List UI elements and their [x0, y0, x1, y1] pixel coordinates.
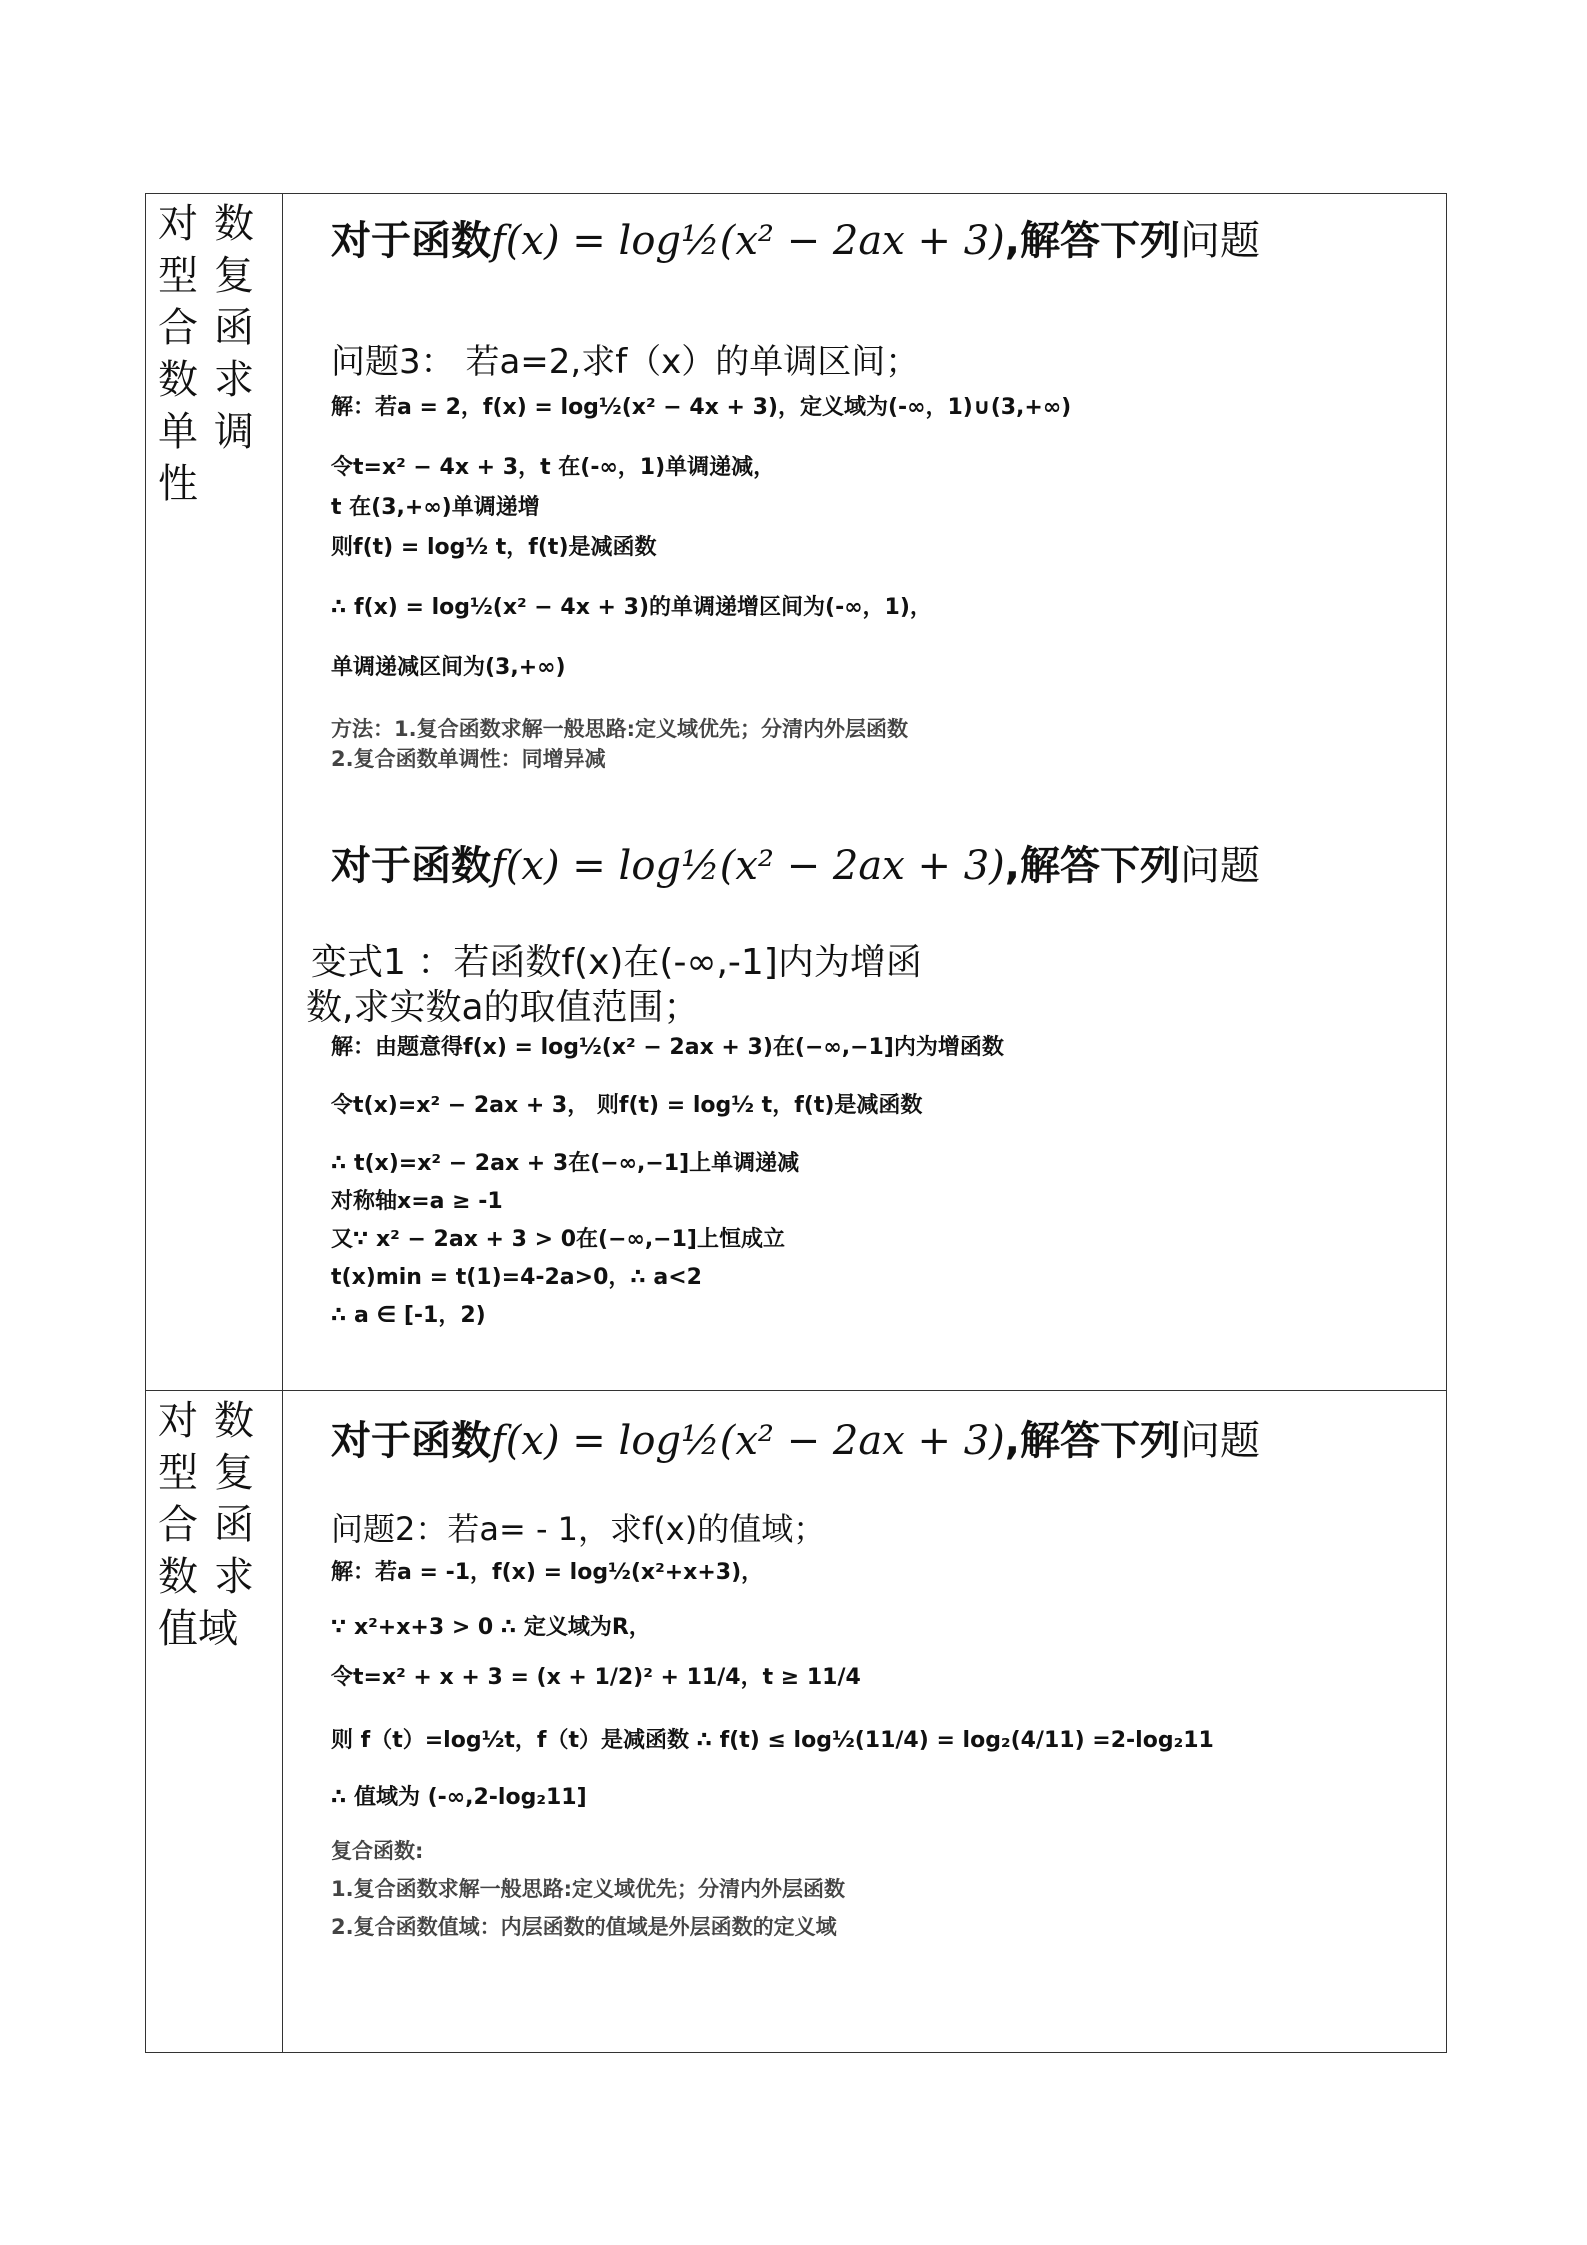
- title-suffix-bold: ,解答下列: [1004, 843, 1180, 889]
- row-divider: [146, 1390, 1446, 1391]
- question-3: 问题3： 若a=2,求f（x）的单调区间；: [331, 342, 920, 382]
- row2-topic-label: [158, 1395, 270, 1655]
- label-char: 数: [158, 357, 198, 403]
- solution-2-line: ∵ x²+x+3 > 0 ∴ 定义域为R，: [331, 1615, 651, 1640]
- variant-solution-line: ∴ t(x)=x² − 2ax + 3在(−∞,−1]上单调递减: [331, 1151, 800, 1176]
- label-char: 求: [214, 357, 254, 403]
- solution-2-line: ∴ 值域为 (-∞,2-log₂11]: [331, 1785, 587, 1810]
- label-char: 合: [158, 305, 198, 351]
- label-char: 型: [158, 253, 198, 299]
- label-char: 单: [158, 409, 198, 455]
- solution-3-line: 解：若a = 2，f(x) = log½(x² − 4x + 3)，定义域为(-∞，1)∪(3,+∞): [331, 395, 1072, 420]
- label-char: 对: [158, 201, 198, 247]
- variant-solution-line: 解：由题意得f(x) = log½(x² − 2ax + 3)在(−∞,−1]内为增函数: [331, 1035, 1004, 1060]
- title-formula: f(x) = log½(x² − 2ax + 3): [491, 218, 1005, 264]
- solution-3-line: 单调递减区间为(3,+∞): [331, 655, 566, 680]
- solution-3-line: 则f(t) = log½ t，f(t)是减函数: [331, 535, 657, 560]
- content-table: [145, 193, 1447, 2053]
- column-divider: [282, 194, 283, 2052]
- label-char: 函: [214, 1502, 254, 1548]
- label-char: 数: [214, 201, 254, 247]
- title-suffix-bold: ,解答下列: [1004, 1418, 1180, 1464]
- variant-solution-line: 又∵ x² − 2ax + 3 > 0在(−∞,−1]上恒成立: [331, 1227, 785, 1252]
- label-char: 合: [158, 1502, 198, 1548]
- title-suffix: 问题: [1179, 218, 1260, 264]
- label-char: 对: [158, 1398, 198, 1444]
- title-block-1: [331, 209, 1260, 266]
- label-char: 数: [158, 1554, 198, 1600]
- label-char: 复: [214, 253, 254, 299]
- summary-note: 复合函数:: [331, 1839, 424, 1863]
- title-block-3: [331, 1409, 1260, 1466]
- variant-solution-line: 令t(x)=x² − 2ax + 3， 则f(t) = log½ t，f(t)是减函数: [331, 1093, 923, 1118]
- variant-1-line: 变式1 ：若函数f(x)在(-∞,-1]内为增函: [311, 942, 922, 983]
- label-char: 性: [158, 461, 198, 507]
- label-char: [214, 458, 270, 510]
- summary-note: 2.复合函数值域：内层函数的值域是外层函数的定义域: [331, 1915, 837, 1939]
- label-char: 求: [214, 1554, 254, 1600]
- solution-3-line: t 在(3,+∞)单调递增: [331, 495, 540, 520]
- label-char: [214, 1603, 270, 1655]
- title-formula: f(x) = log½(x² − 2ax + 3): [491, 843, 1005, 889]
- label-char: 函: [214, 305, 254, 351]
- variant-solution-line: ∴ a ∈ [-1，2): [331, 1303, 486, 1328]
- title-block-2: [331, 834, 1260, 891]
- title-prefix: 对于函数: [331, 218, 491, 264]
- variant-solution-line: 对称轴x=a ≥ -1: [331, 1189, 503, 1214]
- title-suffix: 问题: [1179, 1418, 1260, 1464]
- solution-3-line: ∴ f(x) = log½(x² − 4x + 3)的单调递增区间为(-∞，1)，: [331, 595, 932, 620]
- label-char: 型: [158, 1450, 198, 1496]
- variant-solution-line: t(x)min = t(1)=4-2a>0，∴ a<2: [331, 1265, 702, 1290]
- method-note: 方法：1.复合函数求解一般思路:定义域优先；分清内外层函数: [331, 717, 908, 741]
- variant-1-line: 数,求实数a的取值范围；: [306, 987, 700, 1028]
- solution-2-line: 令t=x² + x + 3 = (x + 1/2)² + 11/4，t ≥ 11/4: [331, 1665, 861, 1690]
- title-prefix: 对于函数: [331, 843, 491, 889]
- solution-2-line: 解：若a = -1，f(x) = log½(x²+x+3)，: [331, 1560, 764, 1585]
- solution-2-line: 则 f（t）=log½t，f（t）是减函数 ∴ f(t) ≤ log½(11/4) = log₂(4/11) =2-log₂11: [331, 1728, 1214, 1753]
- label-char: 调: [214, 409, 254, 455]
- title-prefix: 对于函数: [331, 1418, 491, 1464]
- label-char: 数: [214, 1398, 254, 1444]
- summary-note: 1.复合函数求解一般思路:定义域优先；分清内外层函数: [331, 1877, 845, 1901]
- solution-3-line: 令t=x² − 4x + 3，t 在(-∞，1)单调递减，: [331, 455, 776, 480]
- question-2: 问题2：若a= - 1，求f(x)的值域；: [331, 1510, 826, 1548]
- title-formula: f(x) = log½(x² − 2ax + 3): [491, 1418, 1005, 1464]
- title-suffix-bold: ,解答下列: [1004, 218, 1180, 264]
- title-suffix: 问题: [1179, 843, 1260, 889]
- method-note: 2.复合函数单调性：同增异减: [331, 747, 606, 771]
- row1-topic-label: [158, 198, 270, 510]
- label-char: 值域: [158, 1606, 238, 1652]
- label-char: 复: [214, 1450, 254, 1496]
